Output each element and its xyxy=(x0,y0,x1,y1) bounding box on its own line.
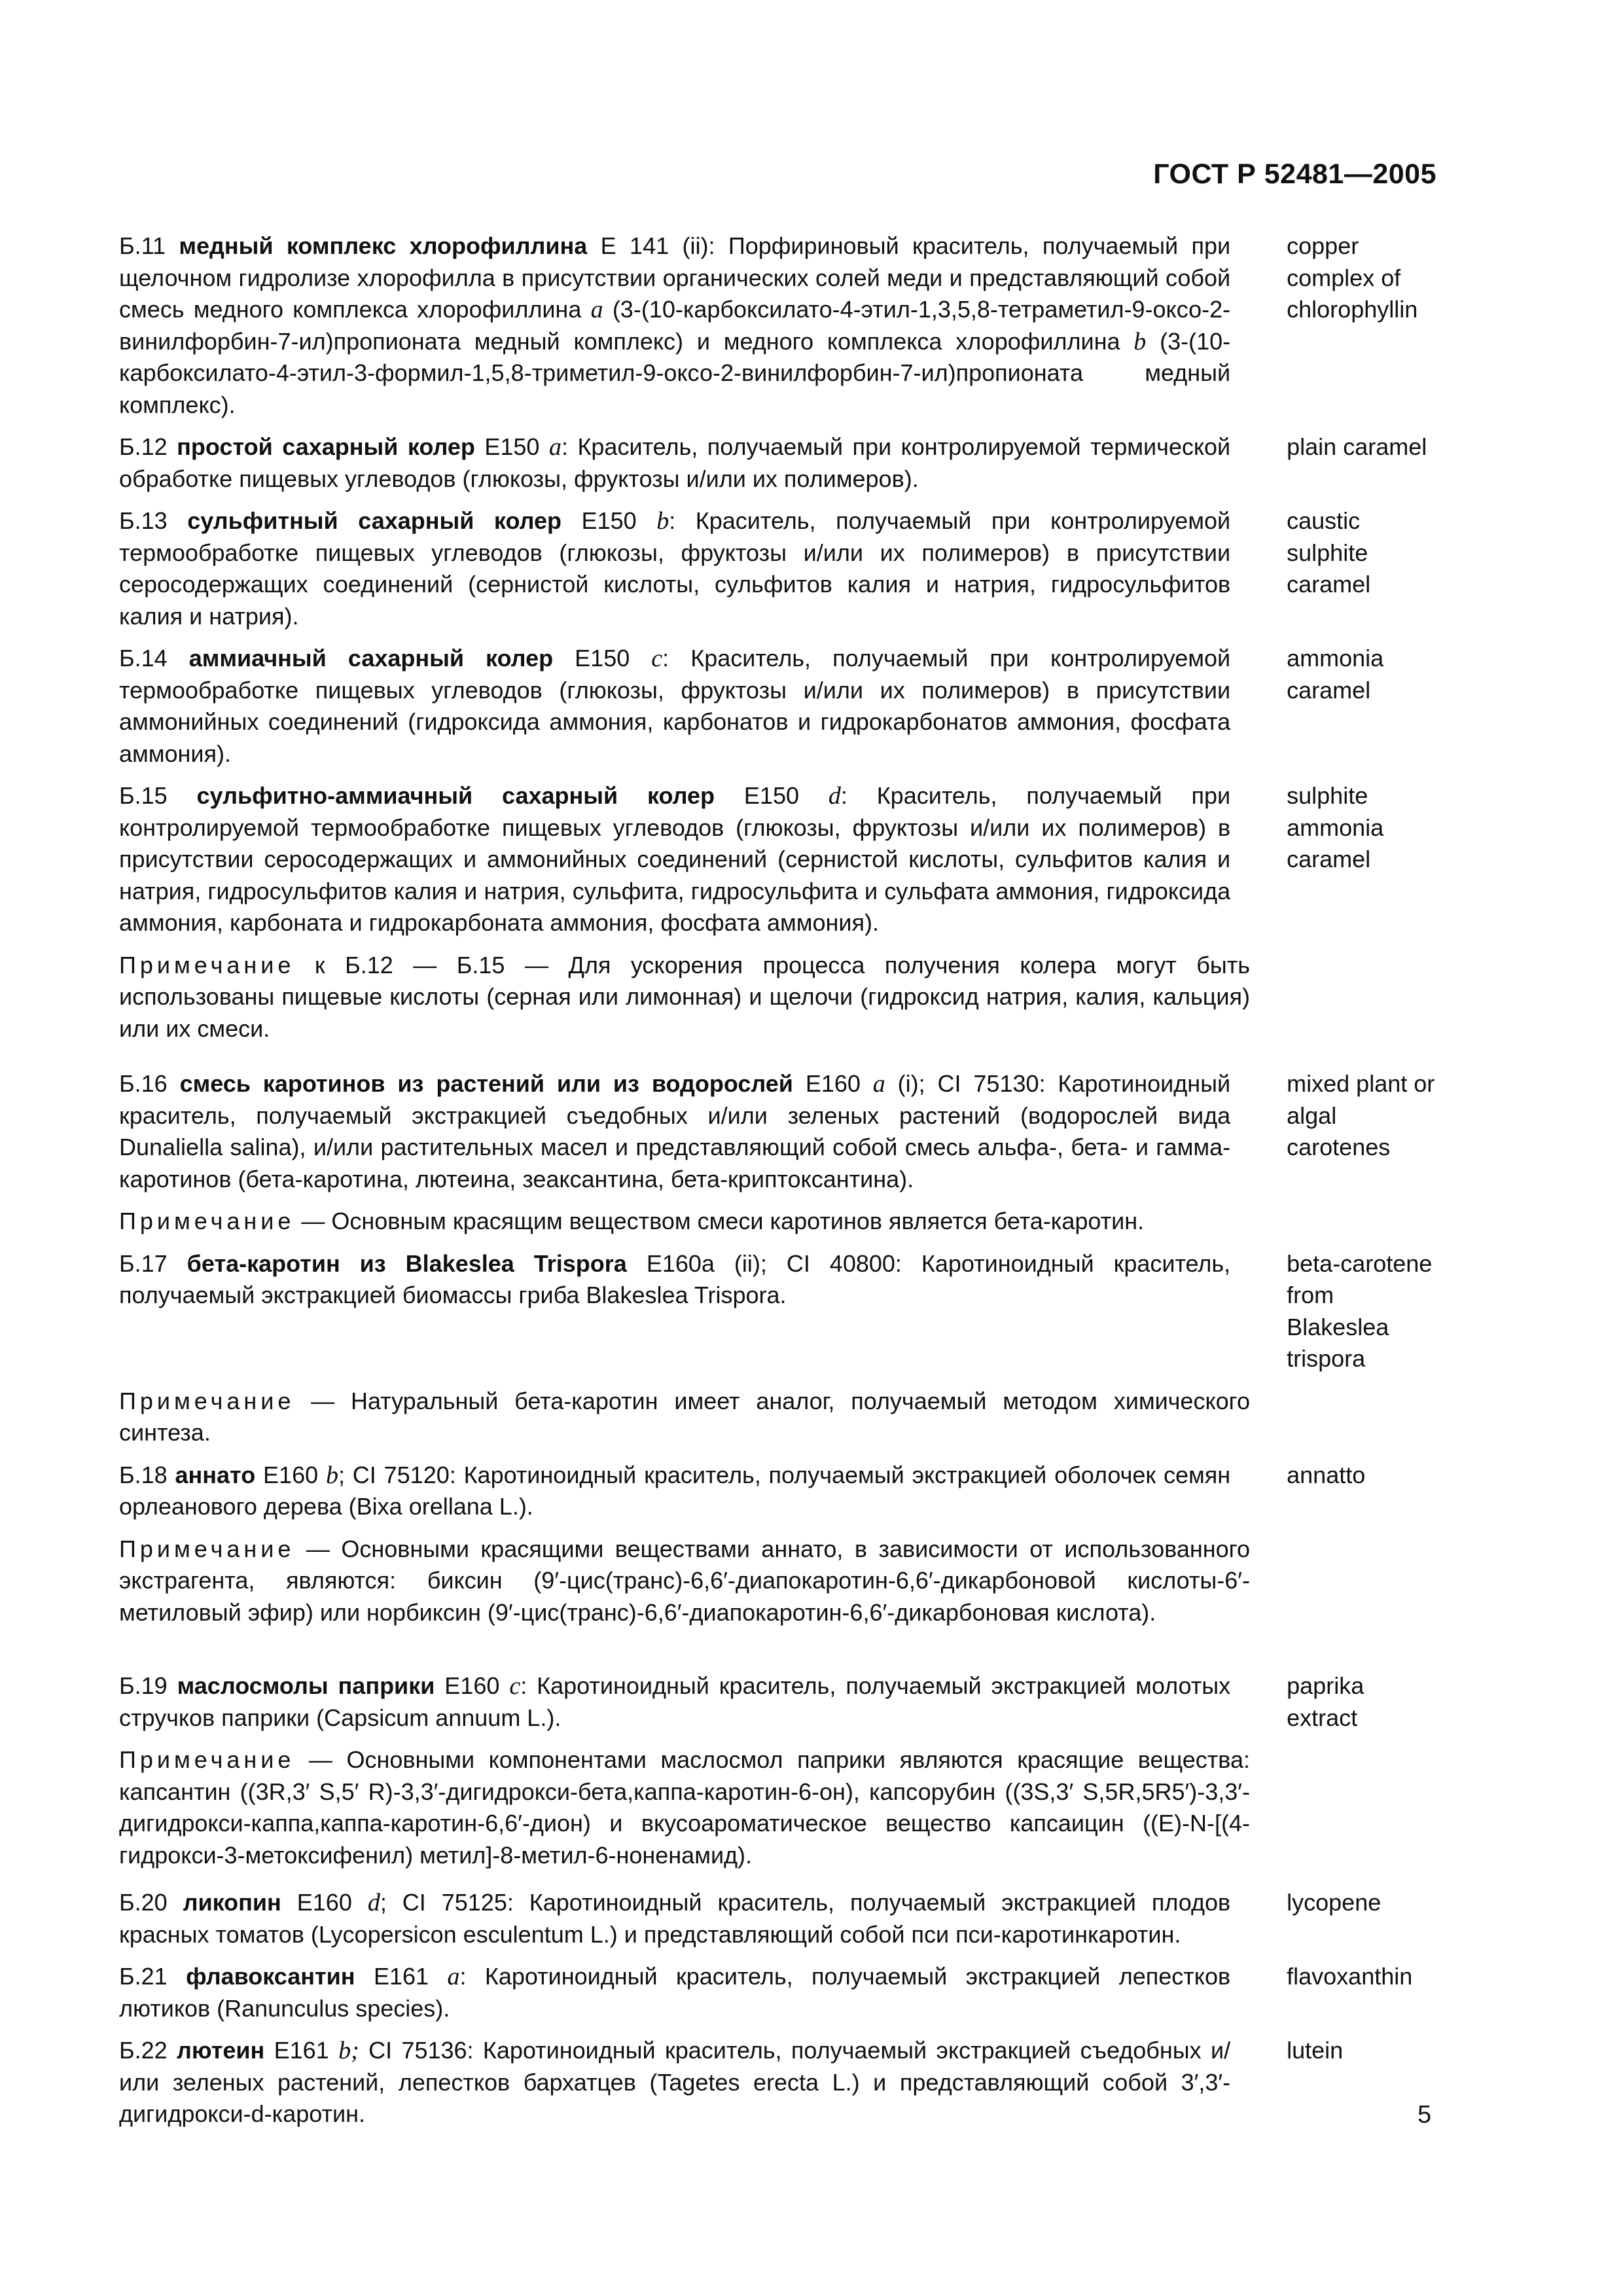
entry-definition: : Каротиноидный краситель, получаемый экстракцией молотых стручков паприки (Capsicum annuum L.). xyxy=(119,1672,1231,1731)
entry-b20 xyxy=(119,1887,1441,1950)
note-b17 xyxy=(119,1386,1250,1449)
note-text: к Б.12 — Б.15 — Для ускорения процесса получения колера могут быть использованы пищевые кислоты (серная или лимонная) и щелочи (гидроксид натрия, калия, кальция) или их смеси. xyxy=(119,951,1250,1042)
entry-text xyxy=(119,1068,1230,1195)
entry-code: Е150 xyxy=(581,507,637,534)
document-header: ГОСТ Р 52481—2005 xyxy=(1153,158,1436,190)
entry-number: Б.17 xyxy=(119,1249,168,1277)
entry-code: Е160 xyxy=(805,1070,861,1097)
entry-code: Е160 xyxy=(444,1672,500,1699)
entry-code: Е160а (ii); CI 40800: xyxy=(646,1249,902,1277)
entry-number: Б.14 xyxy=(119,645,168,672)
english-equivalent: paprika extract xyxy=(1287,1672,1364,1731)
entry-b19 xyxy=(119,1670,1441,1734)
note-text: — Основными красящими веществами аннато, в зависимости от использованного экстрагента, являются: биксин (9′-цис(транс)-6,6′-диапокаротин-6,6′-дикарбоновой кислоты-6′-метиловый эфир) или норбиксин (9′-цис(транс)-6,6′-диапокаротин-6,6′-дикарбоновая кислота). xyxy=(119,1535,1250,1626)
entry-definition-cont: (3-(10-карбоксилато-4-этил-1,3,5,8-тетраметил-9-оксо-2-винилфорбин-7-ил)пропионата медный комплекс) и медного комплекса хлорофиллина xyxy=(119,296,1231,355)
entry-b16 xyxy=(119,1068,1441,1195)
entry-definition: : Каротиноидный краситель, получаемый экстракцией лепестков лютиков (Ranunculus species). xyxy=(119,1963,1231,2022)
english-equivalent: copper complex of chlorophyllin xyxy=(1287,232,1418,323)
note-b19 xyxy=(119,1744,1250,1871)
entry-term: медный комплекс хлорофиллина xyxy=(179,232,588,259)
entry-b11 xyxy=(119,230,1441,421)
entry-code-italic: a xyxy=(872,1070,885,1098)
entry-code-italic: c xyxy=(651,645,663,672)
entry-term: сульфитно-аммиачный сахарный колер xyxy=(196,782,715,809)
note-label: Примечание xyxy=(119,1208,295,1234)
entry-term: лютеин xyxy=(177,2037,265,2064)
note-label: Примечание xyxy=(119,1746,295,1773)
entry-definition: : Краситель, получаемый при контролируемой термической обработке пищевых углеводов (глюкозы, фруктозы и/или их полимеров). xyxy=(119,433,1231,492)
entry-b21 xyxy=(119,1961,1441,2024)
entry-text xyxy=(119,1248,1230,1375)
entry-code: Е150 xyxy=(743,782,799,809)
entry-definition: (i); CI 75130: Каротиноидный краситель, получаемый экстракцией съедобных и/или зеленых растений (водорослей вида Dunaliella salina), и/или растительных масел и представляющий собой смесь альфа-, бета- и гамма-каротинов (бета-каротина, лютеина, зеаксантина, бета-криптоксантина). xyxy=(119,1070,1231,1193)
entry-code-italic: b; xyxy=(338,2037,359,2064)
entry-code: Е160 xyxy=(263,1461,319,1488)
note-text: — Основными компонентами маслосмол паприки являются красящие вещества: капсантин ((3R,3′ S,5′ R)-3,3′-дигидрокси-бета,каппа-каротин-6-он), капсорубин ((3S,3′ S,5R,5R5′)-3,3′-дигидрокси-каппа,каппа-каротин-6,6′-дион) и вкусоароматическое вещество капсаицин ((E)-N-[(4-гидрокси-3-метоксифенил) метил]-8-метил-6-ноненамид). xyxy=(119,1746,1250,1869)
entry-definition: : Краситель, получаемый при контролируемой термообработке пищевых углеводов (глюкозы, фруктозы и/или их полимеров) в присутствии аммонийных соединений (гидроксида аммония, карбонатов и гидрокарбонатов аммония, фосфата аммония). xyxy=(119,645,1231,767)
note-label: Примечание xyxy=(119,1535,295,1562)
english-equivalent: caustic sulphite caramel xyxy=(1287,507,1371,598)
entry-code: Е160 xyxy=(296,1889,352,1916)
entry-text xyxy=(119,780,1230,939)
entry-number: Б.19 xyxy=(119,1672,168,1699)
entry-b17 xyxy=(119,1248,1441,1375)
entry-term: ликопин xyxy=(183,1889,281,1916)
entry-code: Е150 xyxy=(575,645,630,672)
note-text: — Основным красящим веществом смеси каротинов является бета-каротин. xyxy=(294,1208,1145,1234)
entry-number: Б.16 xyxy=(119,1070,168,1097)
entry-definition: CI 75136: Каротиноидный краситель, получаемый экстракцией съедобных и/или зеленых растений, лепестков бархатцев (Tagetes erecta L.) и представляющий собой 3′,3′-дигидрокси-d-каротин. xyxy=(119,2037,1231,2127)
entry-term: сульфитный сахарный колер xyxy=(187,507,562,534)
entry-definition: ; CI 75120: Каротиноидный краситель, получаемый экстракцией оболочек семян орлеанового дерева (Bixa orellana L.). xyxy=(119,1461,1231,1520)
english-equivalent: mixed plant or algal carotenes xyxy=(1287,1070,1435,1160)
entry-term: аннато xyxy=(175,1461,256,1488)
english-equivalent: plain caramel xyxy=(1287,433,1427,460)
entry-text xyxy=(119,1961,1230,2024)
entry-text xyxy=(119,643,1230,770)
entry-term: смесь каротинов из растений или из водорослей xyxy=(179,1070,793,1097)
entry-b14 xyxy=(119,643,1441,770)
entry-term: простой сахарный колер xyxy=(177,433,475,460)
note-label: Примечание xyxy=(119,951,295,978)
english-equivalent: annatto xyxy=(1287,1461,1366,1488)
entry-number: Б.12 xyxy=(119,433,168,460)
note-label: Примечание xyxy=(119,1387,295,1414)
entry-code: Е150 xyxy=(484,433,540,460)
entry-text xyxy=(119,230,1230,421)
note-b12-b15 xyxy=(119,950,1250,1045)
entry-definition: : Краситель, получаемый при контролируемой термообработке пищевых углеводов (глюкозы, фруктозы и/или их полимеров) в присутствии серосодержащих соединений (сернистой кислоты, сульфитов калия и натрия, гидросульфитов калия и натрия). xyxy=(119,507,1231,630)
entry-number: Б.15 xyxy=(119,782,168,809)
entry-italic-b: b xyxy=(1133,327,1147,355)
entry-code: Е161 xyxy=(373,1963,429,1990)
entry-code-italic: b xyxy=(656,507,669,535)
entry-text xyxy=(119,431,1230,495)
entry-b15 xyxy=(119,780,1441,939)
entry-definition: : Краситель, получаемый при контролируемой термообработке пищевых углеводов (глюкозы, фруктозы и/или их полимеров) в присутствии серосодержащих и аммонийных соединений (сернистой кислоты, сульфитов калия и натрия, гидросульфитов калия и натрия, сульфита, гидросульфита и сульфата аммония, гидроксида аммония, карбоната и гидрокарбоната аммония, фосфата аммония). xyxy=(119,782,1231,936)
entry-b18 xyxy=(119,1460,1441,1523)
entry-number: Б.18 xyxy=(119,1461,168,1488)
entry-definition: Порфириновый краситель, получаемый при щелочном гидролизе хлорофилла в присутствии органических солей меди и представляющий собой смесь медного комплекса хлорофиллина xyxy=(119,232,1231,323)
entry-term: флавоксантин xyxy=(186,1963,355,1990)
entry-number: Б.22 xyxy=(119,2037,168,2064)
entry-code-italic: b xyxy=(325,1461,338,1489)
entry-code-italic: a xyxy=(447,1963,460,1990)
entry-text xyxy=(119,1460,1230,1523)
entry-italic-a: a xyxy=(590,296,603,323)
english-equivalent: sulphite ammonia caramel xyxy=(1287,782,1384,872)
entry-code: Е161 xyxy=(274,2037,329,2064)
entry-term: бета-каротин из Blakeslea Trispora xyxy=(187,1249,627,1277)
english-equivalent: ammonia caramel xyxy=(1287,645,1384,704)
entry-text xyxy=(119,2035,1230,2130)
entry-code-italic: d xyxy=(828,782,841,810)
entry-term: маслосмолы паприки xyxy=(177,1672,435,1699)
english-equivalent: flavoxanthin xyxy=(1287,1963,1413,1990)
page-number: 5 xyxy=(1418,2101,1432,2128)
entry-text xyxy=(119,1887,1230,1950)
note-b18 xyxy=(119,1534,1250,1629)
english-equivalent: beta-carotene from Blakeslea trispora xyxy=(1287,1249,1433,1372)
entry-number: Б.20 xyxy=(119,1889,168,1916)
english-equivalent: lutein xyxy=(1287,2037,1344,2064)
entry-text xyxy=(119,505,1230,632)
entry-b13 xyxy=(119,505,1441,632)
entry-number: Б.13 xyxy=(119,507,168,534)
entry-code-italic: c xyxy=(509,1672,521,1700)
note-b16 xyxy=(119,1206,1250,1238)
english-equivalent: lycopene xyxy=(1287,1889,1382,1916)
entry-text xyxy=(119,1670,1230,1734)
entry-code: Е 141 (ii): xyxy=(600,232,715,259)
note-text: — Натуральный бета-каротин имеет аналог, получаемый методом химического синтеза. xyxy=(119,1387,1250,1446)
entry-term: аммиачный сахарный колер xyxy=(188,645,554,672)
entry-code-italic: a xyxy=(548,433,562,461)
entry-b22 xyxy=(119,2035,1441,2130)
entry-definition: ; CI 75125: Каротиноидный краситель, получаемый экстракцией плодов красных томатов (Lycopersicon esculentum L.) и представляющий собой пси пси-каротинкаротин. xyxy=(119,1889,1231,1948)
entry-definition-end: (3-(10-карбоксилато-4-этил-3-формил-1,5,8-триметил-9-оксо-2-винилфорбин-7-ил)пропионата медный комплекс). xyxy=(119,327,1231,418)
entry-code-italic: d xyxy=(367,1889,380,1916)
entry-number: Б.11 xyxy=(119,232,166,259)
entry-b12 xyxy=(119,431,1441,495)
entry-definition: Каротиноидный краситель, получаемый экстракцией биомассы гриба Blakeslea Trispora. xyxy=(119,1249,1231,1308)
document-body xyxy=(119,230,1441,2130)
entry-number: Б.21 xyxy=(119,1963,168,1990)
